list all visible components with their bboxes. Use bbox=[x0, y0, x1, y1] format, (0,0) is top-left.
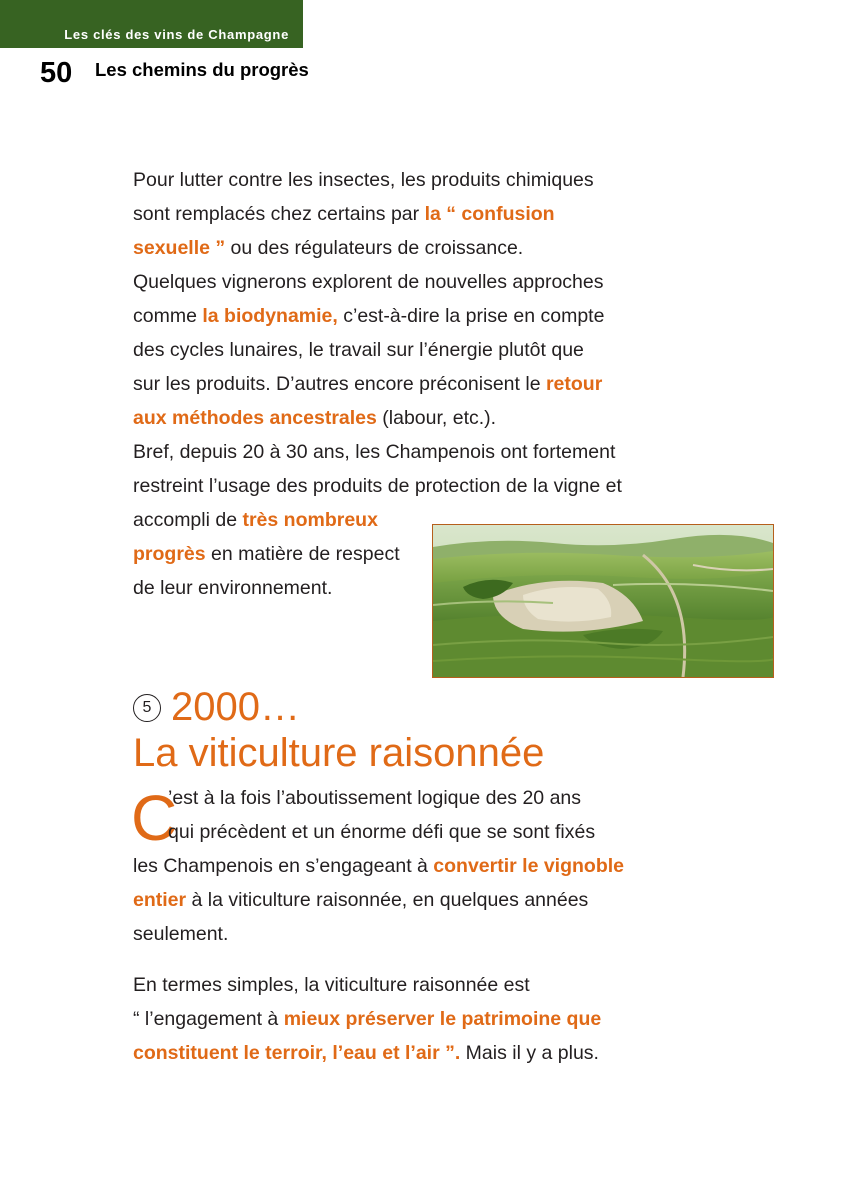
dropcap-letter: C bbox=[131, 782, 178, 854]
text-line bbox=[133, 163, 622, 197]
text-run: Bref, depuis 20 à 30 ans, les Champenois ont fortement bbox=[133, 441, 616, 463]
highlighted-phrase: convertir le vignoble bbox=[433, 855, 625, 877]
text-line bbox=[133, 197, 622, 231]
series-title: Les clés des vins de Champagne bbox=[64, 27, 289, 42]
text-line bbox=[133, 333, 622, 367]
highlighted-phrase: sexuelle ” bbox=[133, 237, 226, 259]
body-paragraph-2 bbox=[133, 968, 601, 1070]
text-run: accompli de bbox=[133, 509, 243, 531]
highlighted-phrase: aux méthodes ancestrales bbox=[133, 407, 377, 429]
header-band bbox=[0, 0, 303, 48]
text-run: des cycles lunaires, le travail sur l’énergie plutôt que bbox=[133, 339, 584, 361]
text-run: c’est-à-dire la prise en compte bbox=[337, 305, 605, 327]
text-run: seulement. bbox=[133, 923, 229, 945]
text-line bbox=[133, 781, 624, 815]
vineyard-photo bbox=[432, 524, 774, 678]
highlighted-phrase: retour bbox=[545, 373, 603, 395]
highlighted-phrase: constituent le terroir, l’eau et l’air ”. bbox=[133, 1042, 461, 1064]
section-heading-year: 2000… bbox=[171, 685, 300, 729]
text-run: Pour lutter contre les insectes, les produits chimiques bbox=[133, 169, 594, 191]
highlighted-phrase: très nombreux bbox=[242, 509, 378, 531]
text-run: “ l’engagement à bbox=[133, 1008, 284, 1030]
highlighted-phrase: la “ confusion bbox=[424, 203, 555, 225]
text-run: restreint l’usage des produits de protection de la vigne et bbox=[133, 475, 622, 497]
text-line bbox=[133, 968, 601, 1002]
text-line bbox=[133, 299, 622, 333]
text-line bbox=[133, 1002, 601, 1036]
text-line bbox=[133, 265, 622, 299]
text-line bbox=[133, 401, 622, 435]
text-run: comme bbox=[133, 305, 203, 327]
text-run: ’est à la fois l’aboutissement logique des 20 ans bbox=[168, 787, 582, 809]
text-line bbox=[133, 1036, 601, 1070]
text-run: Quelques vignerons explorent de nouvelles approches bbox=[133, 271, 604, 293]
text-line bbox=[133, 883, 624, 917]
text-line bbox=[133, 917, 624, 951]
text-run: ou des régulateurs de croissance. bbox=[225, 237, 524, 259]
text-run: (labour, etc.). bbox=[376, 407, 497, 429]
highlighted-phrase: entier bbox=[133, 889, 187, 911]
text-run: qui précèdent et un énorme défi que se sont fixés bbox=[168, 821, 596, 843]
text-line bbox=[133, 849, 624, 883]
text-run: Mais il y a plus. bbox=[460, 1042, 599, 1064]
text-line bbox=[133, 367, 622, 401]
text-run: en matière de respect bbox=[205, 543, 400, 565]
text-run: sur les produits. D’autres encore préconisent le bbox=[133, 373, 546, 395]
text-line bbox=[133, 435, 622, 469]
body-paragraph-1 bbox=[133, 781, 624, 951]
text-line bbox=[133, 469, 622, 503]
section-heading bbox=[133, 684, 544, 776]
vineyard-landscape-image bbox=[433, 525, 773, 677]
page-number: 50 bbox=[40, 57, 73, 89]
circled-number-icon: 5 bbox=[133, 694, 161, 722]
chapter-title: Les chemins du progrès bbox=[95, 59, 309, 80]
text-line bbox=[133, 815, 624, 849]
highlighted-phrase: mieux préserver le patrimoine que bbox=[283, 1008, 602, 1030]
text-run: les Champenois en s’engageant à bbox=[133, 855, 434, 877]
text-run: sont remplacés chez certains par bbox=[133, 203, 425, 225]
text-run: à la viticulture raisonnée, en quelques années bbox=[186, 889, 589, 911]
text-line bbox=[133, 231, 622, 265]
highlighted-phrase: la biodynamie, bbox=[202, 305, 338, 327]
highlighted-phrase: progrès bbox=[133, 543, 206, 565]
text-run: de leur environnement. bbox=[133, 577, 333, 599]
text-run: En termes simples, la viticulture raisonnée est bbox=[133, 974, 530, 996]
section-heading-title: La viticulture raisonnée bbox=[133, 731, 545, 775]
